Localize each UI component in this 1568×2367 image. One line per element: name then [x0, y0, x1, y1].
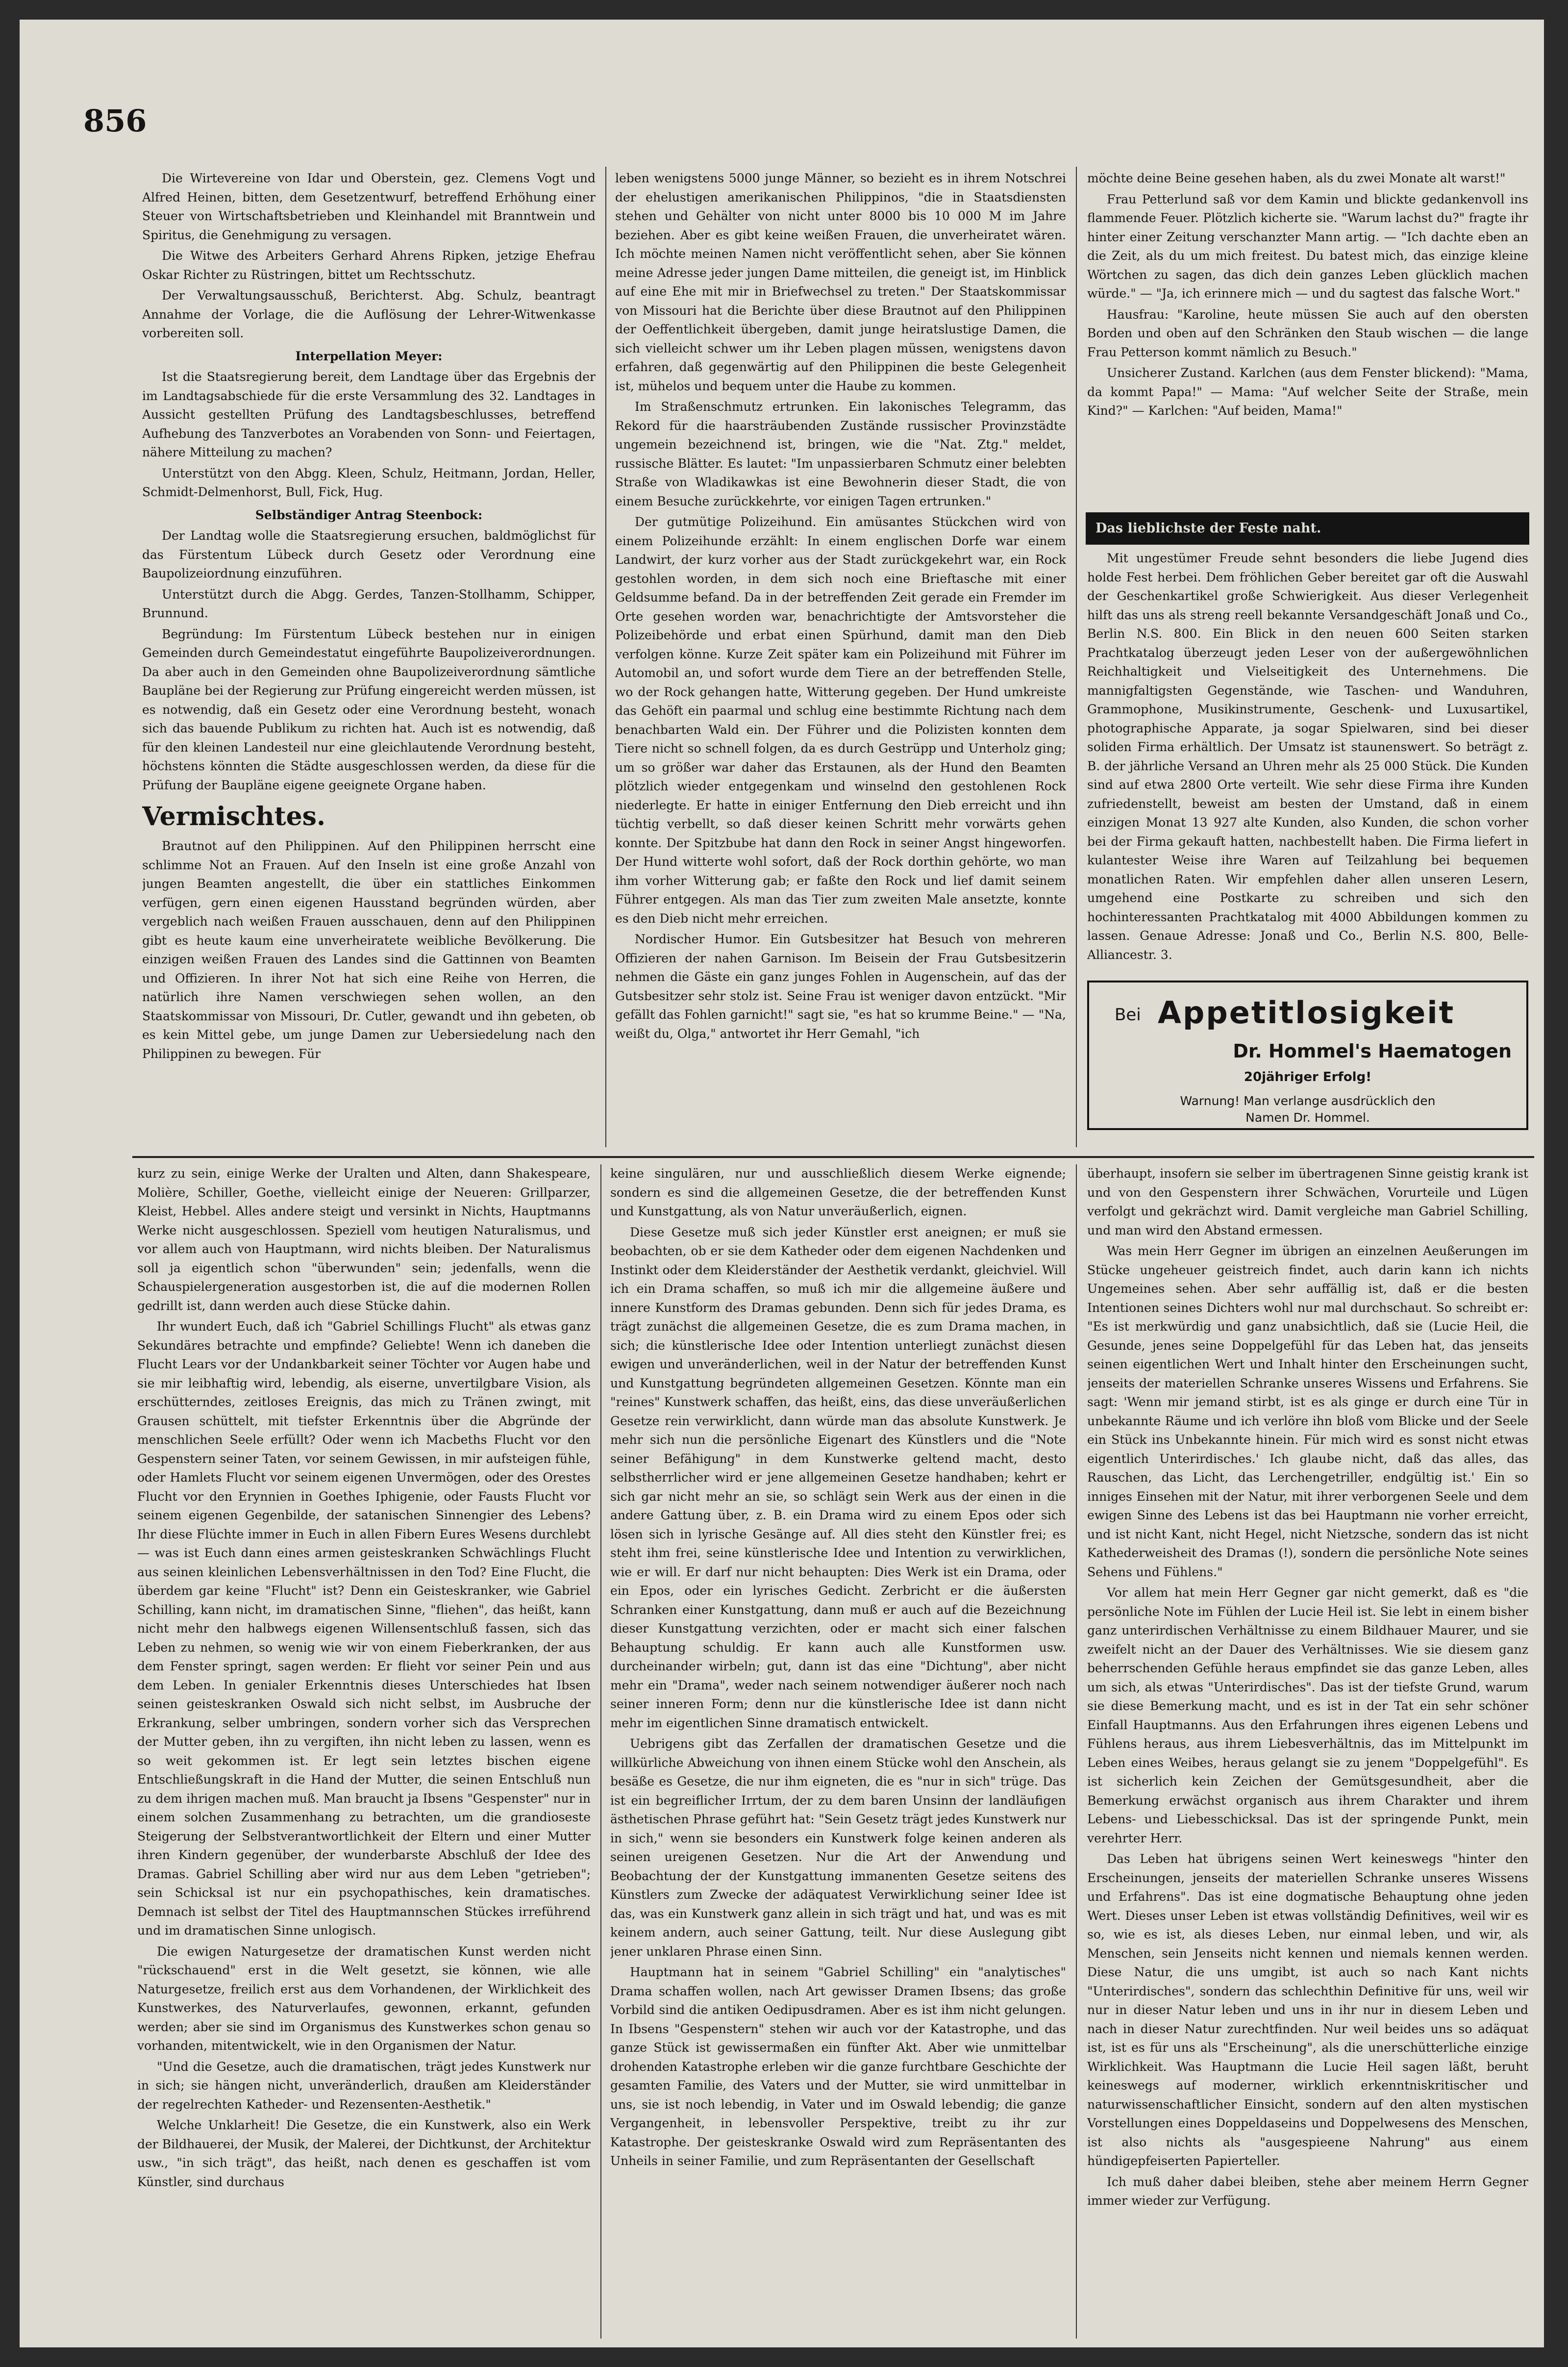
heading-interpellation: Interpellation Meyer:	[295, 349, 443, 363]
horizontal-divider	[132, 1156, 1534, 1158]
column-6	[1087, 1164, 1528, 2339]
ad-warning-line1: Warnung! Man verlange ausdrücklich den	[1180, 1094, 1436, 1108]
article-nordischer-humor: Nordischer Humor. Ein Gutsbesitzer hat Besuch von mehreren Offizieren der nahen Garnison. Im Beisein der Frau Gutsbesitzerin nehmen die Gäste ein ganz junges Fohlen in Augenschein, auf das der Gutsbesitzer sehr stolz ist. Seine Frau ist weniger davon entzückt. "Mir gefällt das Fohlen garnicht!" sagt sie, "es hat so krumme Beine." — "Na, weißt du, Olga," antwortet ihr Herr Gemahl, "ich	[615, 932, 1066, 1041]
page-number: 856	[83, 103, 147, 139]
column-rule-4	[1076, 1164, 1077, 2339]
antrag-text: Der Landtag wolle die Staatsregierung ersuchen, baldmöglichst für das Fürstentum Lübeck durch Gesetz oder Verordnung eine Baupolizeiordnung einzuführen.	[142, 529, 596, 580]
petition-wirtevereine: Die Wirtevereine von Idar und Oberstein, gez. Clemens Vogt und Alfred Heinen, bitten, dem Gesetzentwurf, betreffend Erhöhung einer Steuer von Wirtschaftsbetrieben und Kleinhandel mit Branntwein und Spiritus, die Genehmigung zu versagen.	[142, 171, 596, 242]
humor-cont: möchte deine Beine gesehen haben, als du zwei Monate alt warst!"	[1087, 171, 1506, 185]
column-3	[1087, 169, 1528, 512]
section-title-vermischtes: Vermischtes.	[142, 802, 326, 831]
essay-part-6: keine singulären, nur und ausschließlich diesem Werke eignende; sondern es sind die allgemeinen Gesetze, die der betreffenden Kunst und Kunstgattung, als von Natur unveräußerlich, eignen.	[610, 1166, 1066, 1218]
advert-heading: Das lieblichste der Feste naht.	[1095, 521, 1321, 536]
column-2	[615, 169, 1066, 1150]
petition-witwe: Die Witwe des Arbeiters Gerhard Ahrens Ripken, jetzige Ehefrau Oskar Richter zu Rüstringen, bittet um Rechtsschutz.	[142, 249, 596, 282]
advert-heading-box	[1086, 512, 1529, 545]
ad-brand: Dr. Hommel's Haematogen	[1233, 1040, 1512, 1062]
verwaltungsausschuss: Der Verwaltungsausschuß, Berichterst. Abg. Schulz, beantragt Annahme der Vorlage, die die Auflösung der Lehrer-Witwenkasse vorbereiten soll.	[142, 288, 596, 340]
antrag-support: Unterstützt durch die Abgg. Gerdes, Tanzen-Stollhamm, Schipper, Brunnund.	[142, 587, 596, 620]
heading-antrag: Selbständiger Antrag Steenbock:	[255, 507, 483, 522]
essay-part-3: Die ewigen Naturgesetze der dramatischen Kunst werden nicht "rückschauend" erst in die Welt gesetzt, sie können, wie alle Naturgesetze, freilich erst aus dem Vorhandenen, der Wirklichkeit des Kunstwerkes, des Naturverlaufes, gewonnen, erkannt, gefunden werden; aber sie sind im Organismus des Kunstwerkes schon genau so vorhanden, mitentwickelt, wie in den Organismen der Natur.	[137, 1944, 591, 2053]
anecdote-petterlund: Frau Petterlund saß vor dem Kamin und blickte gedankenvoll ins flammende Feuer. Plötzlich kicherte sie. "Warum lachst du?" fragte ihr hinter einer Zeitung verschanzter Mann artig. — "Ich dachte eben an die Zeit, als du um mich freitest. Du batest mich, das einzige kleine Wörtchen zu sagen, das dich dein ganzes Leben glücklich machen würde." — "Ja, ich erinnere mich — und du sagtest das falsche Wort."	[1087, 192, 1528, 301]
essay-part-7: Diese Gesetze muß sich jeder Künstler erst aneignen; er muß sie beobachten, ob er sie dem Katheder oder dem eigenen Nachdenken und Instinkt oder dem Kleiderständer der Aesthetik verdankt, gleichviel. Will ich ein Drama schaffen, so muß ich mir die allgemeine äußere und innere Kunstform des Dramas gebunden. Denn sich für jedes Drama, es trägt zunächst die allgemeinen Gesetze, die es zum Drama machen, in sich; die künstlerische Idee oder Intention unterliegt zunächst diesen ewigen und unveränderlichen, weil in der Natur der betreffenden Kunst und Kunstgattung begründeten allgemeinen Gesetzen. Könnte man ein "reines" Kunstwerk schaffen, das heißt, eins, das diese unveräußerlichen Gesetze rein verwirklicht, dann würde man das absolute Kunstwerk. Je mehr sich nun die persönliche Eigenart des Künstlers und die "Note seiner Befähigung" in dem Kunstwerke geltend macht, desto selbstherrlicher wird er jene allgemeinen Gesetze handhaben; kehrt er sich gar nicht mehr an sie, so schlägt sein Werk aus der einen in die andere Gattung über, z. B. ein Drama wird zu einem Epos oder sich lösen sich in lyrische Gesänge auf. All dies steht den Künstler frei; es steht ihm frei, seine künstlerische Idee und Intention zu verwirklichen, wie er will. Er darf nur nicht behaupten: Dies Werk ist ein Drama, oder ein Epos, oder ein lyrisches Gedicht. Zerbricht er die äußersten Schranken einer Kunstgattung, dann muß er auch auf die Bezeichnung dieser Kunstgattung verzichten, oder er macht sich einer falschen Behauptung schuldig. Er kann auch alle Kunstformen usw. durcheinander wirbeln; gut, dann ist das eine "Dichtung", aber nicht mehr ein "Drama", weder nach seinem notwendiger äußerer noch nach seiner inneren Form; denn nur die künstlerische Idee ist dann nicht mehr im eigentlichen Sinne dramatisch entwickelt.	[610, 1225, 1066, 1730]
essay-part-2: Ihr wundert Euch, daß ich "Gabriel Schillings Flucht" als etwas ganz Sekundäres betrachte und empfinde? Geliebte! Wenn ich daneben die Flucht Lears vor der Undankbarkeit seiner Töchter vor Augen habe und sie mir leibhaftig wird, lebendig, als eiserne, unvertilgbare Vision, als erschütterndes, zeitloses Ereignis, das mich zu Tränen zwingt, mit Grausen schüttelt, mit tiefster Erkenntnis über die Abgründe der menschlichen Seele erfüllt? Oder wenn ich Macbeths Flucht vor den Gespenstern seiner Taten, vor seinem Gewissen, in mir aufsteigen fühle, oder Hamlets Flucht vor seinem eigenen Unvermögen, oder des Orestes Flucht vor den Erynnien in Goethes Iphigenie, oder Fausts Flucht vor seinem eigenen Gegenbilde, der satanischen Sinnengier des Lebens? Ihr diese Flüchte immer in Euch in allen Fibern Eures Wesens durchlebt — was ist Euch dann eines armen geisteskranken Schwächlings Flucht aus seinen kleinlichen Lebensverhältnissen in den Tod? Eine Flucht, die überdem gar keine "Flucht" ist? Denn ein Geisteskranker, wie Gabriel Schilling, kann nicht, im dramatischen Sinne, "fliehen", das heißt, kann nicht mehr den halbwegs eigenen Willensentschluß fassen, sich das Leben zu nehmen, so wenig wie wir von einem Fieberkranken, der aus dem Fenster springt, sagen werden: Er flieht vor seiner Pein und aus dem Leben. In genialer Erkenntnis dieses Unterschiedes hat Ibsen seinen geisteskranken Oswald sich nicht selbst, im Ausbruche der Erkrankung, selber umbringen, sondern vorher sich das Versprechen der Mutter geben, ihn zu vergiften, ihn nicht leben zu lassen, wenn es so weit gekommen ist. Er legt sein letztes bischen eigene Entschließungskraft in die Hand der Mutter, die seinen Entschluß nun zu dem ihrigen machen muß. Man braucht ja Ibsens "Gespenster" nur in einem solchen Zusammenhang zu betrachten, um die grandioseste Steigerung der Selbstverantwortlichkeit der Eltern und einer Mutter ihren Kindern gegenüber, der wunderbarste Abschluß der Idee des Dramas. Gabriel Schilling aber wird nur aus dem Leben "getrieben"; sein Schicksal ist nur ein psychopathisches, kein dramatisches. Demnach ist selbst der Titel des Hauptmannschen Stückes irreführend und im dramatischen Sinne unlogisch.	[137, 1319, 591, 1938]
column-rule-1	[605, 167, 606, 1147]
ad-headline: Appetitlosigkeit	[1158, 995, 1455, 1031]
essay-part-14: Ich muß daher dabei bleiben, stehe aber meinem Herrn Gegner immer wieder zur Verfügung.	[1087, 2174, 1528, 2208]
antrag-begruendung: Begründung: Im Fürstentum Lübeck bestehen nur in einigen Gemeinden durch Gemeindestatut eingeführte Baupolizeiverordnungen. Da aber auch in den Gemeinden ohne Baupolizeiverordnung sämtliche Baupläne bei der Regierung zur Prüfung eingereicht werden müssen, ist es notwendig, daß ein Gesetz oder eine Verordnung besteht, wonach sich das bauende Publikum zu richten hat. Auch ist es notwendig, daß für den kleinen Landesteil nur eine gleichlautende Verordnung besteht, höchstens könnten die Städte ausgeschlossen werden, da diese für die Prüfung der Baupläne eigene geeignete Organe haben.	[142, 627, 596, 792]
essay-part-8: Uebrigens gibt das Zerfallen der dramatischen Gesetze und die willkürliche Abweichung von ihnen einem Stücke wohl den Anschein, als besäße es Gesetze, die nur ihm eigneten, die es "nur in sich" trüge. Das ist ein begreiflicher Irrtum, der zu dem baren Unsinn der landläufigen ästhetischen Phrase geführt hat: "Sein Gesetz trägt jedes Kunstwerk nur in sich," wenn sie besonders ein Kunstwerk folge keinen anderen als seinen ureigenen Gesetzen. Nur die Art der Anwendung und Beobachtung der der Kunstgattung immanenten Gesetze seitens des Künstlers zum Zwecke der adäquatest Verwirklichung seiner Idee ist das, was ein Kunstwerk ganz allein in sich trägt und hat, und was es mit keinem andern, auch seiner Gattung, teilt. Nur diese Auslegung gibt jener unklaren Phrase einen Sinn.	[610, 1737, 1066, 1959]
advert-jonass-text: Mit ungestümer Freude sehnt besonders die liebe Jugend dies holde Fest herbei. Dem fröhlichen Geber bereitet gar oft die Auswahl der Geschenkartikel große Schwierigkeit. Aus dieser Verlegenheit hilft das uns als streng reell bekannte Versandgeschäft Jonaß und Co., Berlin N.S. 800. Ein Blick in den neuen 600 Seiten starken Prachtkatalog überzeugt jeden Leser von der außergewöhnlichen Reichhaltigkeit und Vielseitigkeit des Unternehmens. Die mannigfaltigsten Gegenstände, wie Taschen- und Wanduhren, Grammophone, Musikinstrumente, Geschenk- und Luxusartikel, photographische Apparate, ja sogar Spielwaren, sind bei dieser soliden Firma erhältlich. Der Umsatz ist staunenswert. So beträgt z. B. der jährliche Versand an Uhren mehr als 25 000 Stück. Die Kunden sind auf etwa 2800 Orte verteilt. Wie sehr diese Firma ihre Kunden zufriedenstellt, beweist am besten der Umstand, daß in einem einzigen Monat 13 927 alte Kunden, also Kunden, die schon vorher bei der Firma gekauft hatten, nachbestellt haben. Die Firma liefert in kulantester Weise ihre Waren auf Teilzahlung bei bequemen monatlichen Raten. Wir empfehlen daher allen unseren Lesern, umgehend eine Postkarte zu schreiben und sich den hochinteressanten Prachtkatalog mit 4000 Abbildungen kommen zu lassen. Genaue Adresse: Jonaß und Co., Berlin N.S. 800, Belle-Alliancestr. 3.	[1087, 551, 1528, 962]
advert-jonass	[1087, 549, 1528, 976]
column-5	[610, 1164, 1066, 2339]
essay-part-13: Das Leben hat übrigens seinen Wert keineswegs "hinter den Erscheinungen, jenseits der materiellen Schranke unseres Wissens und Erfahrens". Das ist eine dogmatische Behauptung ohne jeden Wert. Dieses unser Leben ist etwas vollständig Definitives, weil wir es so, wie es ist, als dieses Leben, nur einmal leben, und wir, als Menschen, sein Jenseits nicht kennen und niemals kennen werden. Diese Natur, die uns umgibt, ist auch so nach Kant nichts "Unterirdisches", sondern das schlechthin Definitive für uns, weil wir nur in dieser Natur leben und uns in ihr nur in diesem Leben und nach in dieser Natur zurechtfinden. Nur weil beides uns so adäquat ist, ist es für uns als "Erscheinung", als die unerschütterliche einzige Wirklichkeit. Was Hauptmann die Lucie Heil sagen läßt, beruht keineswegs auf moderner, wirklich erkenntniskritischer und naturwissenschaftlicher Einsicht, sondern auf den alten mystischen Vorstellungen eines Doppeldaseins und Doppelwesens des Menschen, ist also nichts als "ausgespieene Nahrung" aus einem hündigepfeiserten Papierteller.	[1087, 1852, 1528, 2168]
interpellation-support: Unterstützt von den Abgg. Kleen, Schulz, Heitmann, Jordan, Heller, Schmidt-Delmenhorst, Bull, Fick, Hug.	[142, 466, 596, 499]
column-1	[142, 169, 596, 1150]
ad-warning	[1089, 1093, 1526, 1126]
essay-part-11: Was mein Herr Gegner im übrigen an einzelnen Aeußerungen im Stücke ungeheuer geistreich findet, auch darin kann ich nichts Ungemeines sehen. Aber sehr auffällig ist, daß er die besten Intentionen seines Dichters wohl nur mal durchschaut. So schreibt er: "Es ist merkwürdig und ganz unabsichtlich, daß sie (Lucie Heil, die Gesunde, jenes seine Doppelgefühl für das Leben hat, das jenseits seinen eigentlichen Wert und Inhalt hinter den Erscheinungen sucht, jenseits der materiellen Schranke unseres Wissens und Erfahrens. Sie sagt: 'Wenn mir jemand stirbt, ist es als ginge er durch eine Tür in unbekannte Räume und ich verlöre ihn bloß vom Blicke und der Seele ein Stück ins Unbekannte hinein. Für mich wird es sonst nicht etwas eigentlich Unterirdisches.' Ich glaube nicht, daß das alles, das Rauschen, das Licht, das Lerchengetriller, endgültig ist.' Ein so inniges Einsehen mit der Natur, mit ihrer verborgenen Seele und dem ewigen Sinne des Lebens ist das bei Hauptmann nie vorher erreicht, und ist nicht Kant, nicht Hegel, nicht Nietzsche, sondern das ist nicht Kathederweisheit des Dramas (!), sondern die persönliche Note seines Sehens und Fühlens."	[1087, 1244, 1528, 1579]
ad-since: 20jähriger Erfolg!	[1244, 1070, 1372, 1084]
essay-part-10: überhaupt, insofern sie selber im übertragenen Sinne geistig krank ist und von den Gespenstern ihrer Schwächen, Vorurteile und Lügen verfolgt und gekrächzt wird. Damit vergleiche man Gabriel Schilling, und man wird den Abstand ermessen.	[1087, 1166, 1528, 1237]
anecdote-hausfrau: Hausfrau: "Karoline, heute müssen Sie auch auf den obersten Borden und oben auf den Schränken den Staub wischen — die lange Frau Petterson kommt nämlich zu Besuch."	[1087, 307, 1528, 359]
article-polizeihund: Der gutmütige Polizeihund. Ein amüsantes Stückchen wird von einem Polizeihunde erzählt: In einem englischen Dorfe war einem Landwirt, der kurz vorher aus der Stadt zurückgekehrt war, ein Rock gestohlen worden, in dem sich noch eine Brieftasche mit einer Geldsumme befand. Da in der betreffenden Zeit gerade ein Fremder im Orte gesehen worden war, benachrichtigte der Amtsvorsteher die Polizeibehörde und erbat einen Spürhund, damit man den Dieb verfolgen könne. Kurze Zeit später kam ein Polizeihund mit Führer im Automobil an, und sofort wurde dem Tiere an der betreffenden Stelle, wo der Rock gehangen hatte, Witterung gegeben. Der Hund umkreiste das Gehöft ein paarmal und schlug eine bestimmte Richtung nach dem benachbarten Wald ein. Der Führer und die Polizisten konnten dem Tiere nicht so schnell folgen, da es durch Gestrüpp und Unterholz ging; um so größer war daher das Erstaunen, als der Hund den Beamten plötzlich wieder entgegenkam und winselnd den gestohlenen Rock niederlegte. Er hatte in einiger Entfernung den Dieb erreicht und ihn tüchtig verbellt, so daß dieser keinen Schritt mehr vorwärts gehen konnte. Der Spitzbube hat dann den Rock in seiner Angst hingeworfen. Der Hund witterte wohl sofort, daß der Rock dorthin gehörte, wo man ihm vorher Witterung gab; er faßte den Rock und lief damit seinem Führer entgegen. Als man das Tier zum zweiten Male ansetzte, konnte es den Dieb nicht mehr erreichen.	[615, 515, 1066, 926]
essay-part-9: Hauptmann hat in seinem "Gabriel Schilling" ein "analytisches" Drama schaffen wollen, nach Art gewisser Dramen Ibsens; das große Vorbild sind die antiken Oedipusdramen. Aber es ist ihm nicht gelungen. In Ibsens "Gespenstern" stehen wir auch vor der Katastrophe, und das ganze Stück ist gewissermaßen ein fünfter Akt. Aber wie unmittelbar drohenden Katastrophe erleben wir die ganze furchtbare Geschichte der gesamten Familie, des Vaters und der Mutter, sie wird unmittelbar in uns, sie ist noch lebendig, in Vater und im Oswald lebendig; die ganze Vergangenheit, in lebensvoller Perspektive, treibt zu ihr zur Katastrophe. Der geisteskranke Oswald wird zum Repräsentanten des Unheils in seiner Familie, und zum Repräsentanten der Gesellschaft	[610, 1965, 1066, 2168]
essay-part-5: Welche Unklarheit! Die Gesetze, die ein Kunstwerk, also ein Werk der Bildhauerei, der Musik, der Malerei, der Dichtkunst, der Architektur usw., "in sich trägt", das heißt, nach denen es geschaffen ist vom Künstler, sind durchaus	[137, 2118, 591, 2189]
essay-part-1: kurz zu sein, einige Werke der Uralten und Alten, dann Shakespeare, Molière, Schiller, Goethe, vielleicht einige der Neueren: Grillparzer, Kleist, Hebbel. Alles andere steigt und versinkt in Nichts, Hauptmanns Werke nicht ausgeschlossen. Speziell vom heutigen Naturalismus, und vor allem auch von Hauptmann, wird nichts bleiben. Der Naturalismus soll ja eigentlich schon "überwunden" sein; jedenfalls, wenn die Schauspielergeneration ausgestorben ist, die auf die modernen Rollen gedrillt ist, dann werden auch diese Stücke dahin.	[137, 1166, 591, 1313]
column-rule-3	[600, 1164, 601, 2339]
column-4	[137, 1164, 591, 2339]
essay-part-4: "Und die Gesetze, auch die dramatischen, trägt jedes Kunstwerk nur in sich; sie hängen nicht, unveränderlich, draußen am Kleiderständer der regelrechten Katheder- und Rezensenten-Aesthetik."	[137, 2059, 591, 2112]
essay-part-12: Vor allem hat mein Herr Gegner gar nicht gemerkt, daß es "die persönliche Note im Fühlen der Lucie Heil ist. Sie lebt in einem bisher ganz unterirdischen Verhältnisse zu einem Bildhauer Maurer, und sie zweifelt nicht an der Dauer des Verhältnisses. Wie sie diesem ganz beherrschenden Gefühle heraus empfindet sie das ganze Leben, alles um sich, als etwas "Unterirdisches". Das ist der tiefste Grund, warum sie diese Bemerkung macht, und es ist in der Tat ein sehr schöner Einfall Hauptmanns. Aus den Erfahrungen ihres eigenen Lebens und Fühlens heraus, aus ihrem Liebesverhältnis, das im Mittelpunkt im Leben eines Weibes, heraus gelangt sie zu jenem "Doppelgefühl". Es ist sicherlich kein Zeichen der Gemütsgesundheit, aber die Bemerkung erwächst organisch aus ihrem Charakter und ihrem Lebens- und Liebesschicksal. Das ist der springende Punkt, mein verehrter Herr.	[1087, 1586, 1528, 1845]
ad-warning-line2: Namen Dr. Hommel.	[1245, 1110, 1370, 1125]
article-brautnot: Brautnot auf den Philippinen. Auf den Philippinen herrscht eine schlimme Not an Frauen. Auf den Inseln ist eine große Anzahl von jungen Beamten angestellt, die über ein stattliches Einkommen verfügen, gern einen eigenen Hausstand begründen würden, aber vergeblich nach weißen Frauen ausschauen, denn auf den Philippinen gibt es heute kaum eine unverheiratete weibliche Bevölkerung. Die einzigen weißen Frauen des Landes sind die Gattinnen von Beamten und Offizieren. In ihrer Not hat sich eine Reihe von Herren, die natürlich ihre Namen verschwiegen sehen wollen, an den Staatskommissar von Missouri, Dr. Cutler, gewandt und ihn gebeten, ob es kein Mittel gebe, um junge Damen zur Uebersiedelung nach den Philippinen zu bewegen. Für	[142, 839, 596, 1061]
anecdote-karlchen: Unsicherer Zustand. Karlchen (aus dem Fenster blickend): "Mama, da kommt Papa!" — Mama: "Auf welcher Seite der Straße, mein Kind?" — Karlchen: "Auf beiden, Mama!"	[1087, 366, 1528, 418]
article-brautnot-cont: leben wenigstens 5000 junge Männer, so bezieht es in ihrem Notschrei der ehelustigen amerikanischen Philippinos, "die in Staatsdiensten stehen und Gehälter von nicht unter 8000 bis 10 000 M im Jahre beziehen. Aber es gibt keine weißen Frauen, die unverheiratet wären. Ich möchte meinen Namen nicht veröffentlicht sehen, aber Sie können meine Adresse jeder jungen Dame mitteilen, die geneigt ist, im Hinblick auf eine Ehe mit mir in Briefwechsel zu treten." Der Staatskommissar von Missouri hat die Berichte über diese Brautnot auf den Philippinen der Oeffentlichkeit übergeben, damit junge heiratslustige Damen, die sich vielleicht schwer um ihr Leben plagen müssen, wenigstens davon erfahren, daß gegenwärtig auf den Philippinen die beste Gelegenheit ist, mühelos und bequem unter die Haube zu kommen.	[615, 171, 1066, 393]
ad-bei: Bei	[1115, 1005, 1141, 1025]
advert-hommel[interactable]	[1087, 981, 1528, 1130]
interpellation-text: Ist die Staatsregierung bereit, dem Landtage über das Ergebnis der im Landtagsabschiede für die erste Versammlung des 32. Landtages in Aussicht gestellten Prüfung des Landtagsbeschlusses, betreffend Aufhebung des Tanzverbotes an Vorabenden von Sonn- und Feiertagen, nähere Mitteilung zu machen?	[142, 370, 596, 459]
article-strassenschmutz: Im Straßenschmutz ertrunken. Ein lakonisches Telegramm, das Rekord für die haarsträubenden Zustände russischer Provinzstädte ungemein bezeichnend ist, bringen, wie die "Nat. Ztg." meldet, russische Blätter. Es lautet: "Im unpassierbaren Schmutz einer belebten Straße von Wladikawkas ist eine Bewohnerin dieser Stadt, die von einem Besuche zurückkehrte, vor einigen Tagen ertrunken."	[615, 400, 1066, 508]
column-rule-2	[1076, 167, 1077, 1147]
newspaper-page	[20, 20, 1544, 2347]
